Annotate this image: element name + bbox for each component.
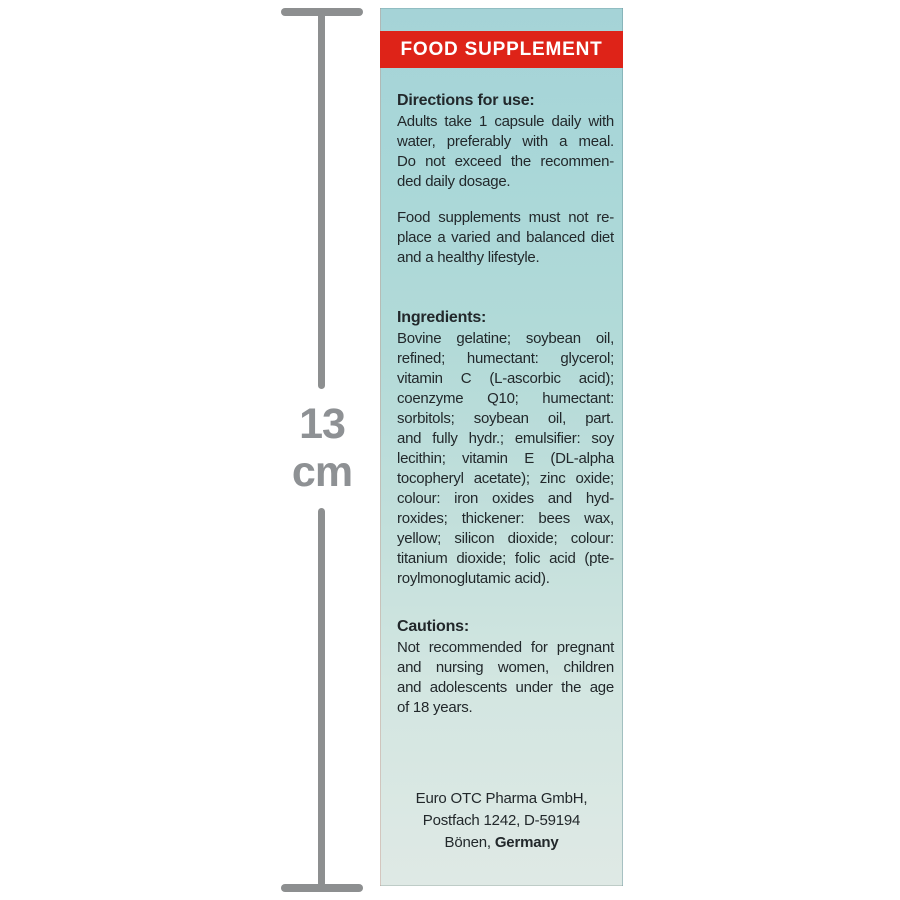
text-line: Not recommended for pregnant — [397, 639, 614, 656]
ruler-bottom-cap — [281, 884, 363, 892]
text-line: colour: iron oxides and hyd- — [397, 490, 614, 507]
food-supplement-banner — [380, 31, 623, 68]
text-line: water, preferably with a meal. — [397, 133, 614, 150]
ingredients-heading: Ingredients: — [397, 309, 487, 326]
ruler-line-upper — [318, 11, 325, 389]
directions-section — [397, 90, 614, 268]
text-line: lecithin; vitamin E (DL-alpha — [397, 450, 614, 467]
directions-heading: Directions for use: — [397, 92, 535, 109]
text-line: and a healthy lifestyle. — [397, 249, 540, 266]
text-line: Do not exceed the recommen- — [397, 153, 614, 170]
cautions-paragraph — [397, 638, 614, 718]
ruler-line-lower — [318, 508, 325, 887]
banner-title: FOOD SUPPLEMENT — [400, 38, 603, 60]
text-line: Food supplements must not re- — [397, 209, 614, 226]
ruler-measurement-label — [277, 400, 367, 496]
text-line: Bovine gelatine; soybean oil, — [397, 330, 614, 347]
text-line: coenzyme Q10; humectant: — [397, 390, 614, 407]
cautions-section — [397, 616, 614, 718]
address-line-2: Postfach 1242, D-59194 — [422, 812, 581, 829]
manufacturer-address — [380, 788, 623, 854]
text-line: place a varied and balanced diet — [397, 229, 614, 246]
text-line: tocopheryl acetate); zinc oxide; — [397, 470, 614, 487]
text-line: sorbitols; soybean oil, part. — [397, 410, 614, 427]
directions-paragraph-1 — [397, 112, 614, 192]
text-line: roxides; thickener: bees wax, — [397, 510, 614, 527]
address-country: Germany — [494, 834, 559, 851]
address-city: Bönen, — [444, 834, 495, 851]
ingredients-paragraph — [397, 329, 614, 589]
text-line: ded daily dosage. — [397, 173, 511, 190]
cautions-heading: Cautions: — [397, 618, 469, 635]
text-line: and fully hydr.; emulsifier: soy — [397, 430, 614, 447]
directions-paragraph-2 — [397, 208, 614, 268]
address-line-3 — [380, 832, 623, 854]
text-line: and adolescents under the age — [397, 679, 614, 696]
ruler-value: 13 — [299, 400, 345, 448]
text-line: refined; humectant: glycerol; — [397, 350, 614, 367]
text-line: yellow; silicon dioxide; colour: — [397, 530, 614, 547]
ruler-unit: cm — [291, 448, 353, 496]
address-line-1: Euro OTC Pharma GmbH, — [415, 790, 588, 807]
text-line: roylmonoglutamic acid). — [397, 570, 550, 587]
package-side-panel — [380, 8, 623, 886]
text-line: and nursing women, children — [397, 659, 614, 676]
text-line: vitamin C (L-ascorbic acid); — [397, 370, 614, 387]
text-line: of 18 years. — [397, 699, 473, 716]
ingredients-section — [397, 307, 614, 589]
text-line: titanium dioxide; folic acid (pte- — [397, 550, 614, 567]
text-line: Adults take 1 capsule daily with — [397, 113, 614, 130]
